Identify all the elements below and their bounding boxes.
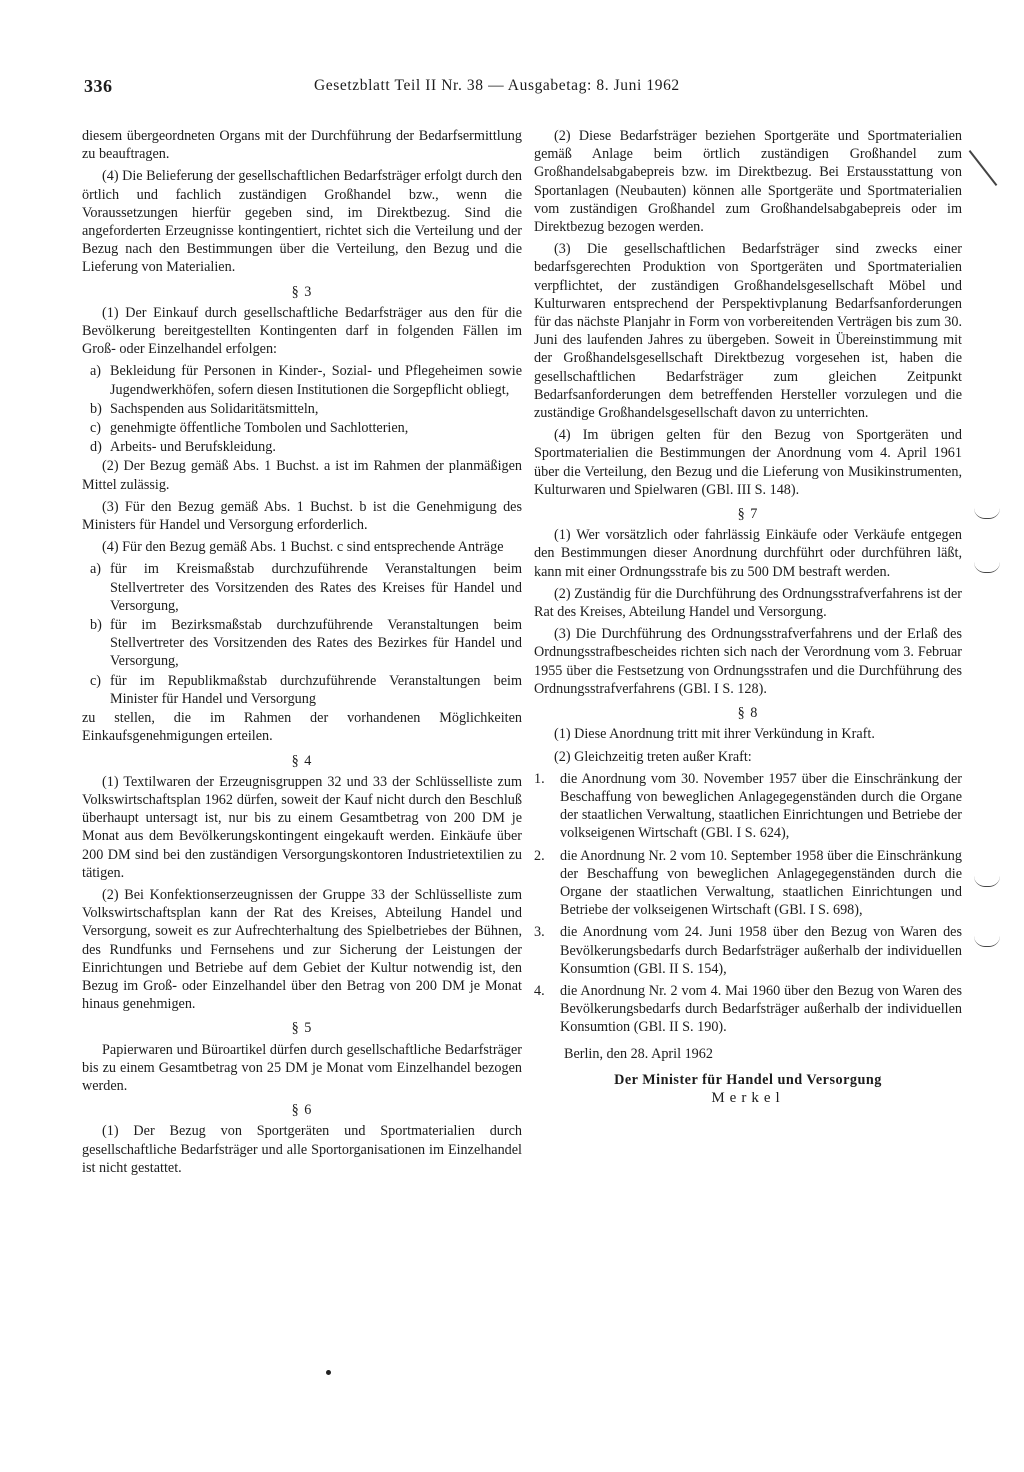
list-item-text: die Anordnung Nr. 2 vom 10. September 1958 über die Einschränkung der Beschaffung von beweglichen Anlagegegenständen durch die Organe der staatlichen Verwaltung, staatlichen Einrichtungen und Betriebe der volkseigenen Wirtschaft (GBl. I S. 698), (560, 847, 962, 919)
list-item (82, 616, 522, 671)
margin-tick-mark (974, 562, 1000, 573)
paragraph: (1) Textilwaren der Erzeugnisgruppen 32 und 33 der Schlüsselliste zum Volkswirtschaftsplan 1962 dürfen, soweit der Kauf nicht durch den Beschluß überhaupt untersagt ist, nur bis zu einem Gesamtbetrag von 200 DM je Monat aus dem Bevölkerungskontingent eingekauft werden. Einkäufe über 200 DM sind bei den zuständigen Versorgungskontoren Industrietextilien zu tätigen. (82, 773, 522, 881)
signatory-title: Der Minister für Handel und Versorgung (614, 1071, 882, 1088)
section-title: § 3 (291, 283, 313, 300)
right-column (534, 127, 962, 1107)
section-title: § 6 (291, 1102, 313, 1119)
list-item (82, 362, 522, 398)
signatory-name: Merkel (711, 1089, 785, 1106)
list-item-label: 4. (534, 982, 545, 999)
paragraph: (3) Die Durchführung des Ordnungsstrafverfahrens und der Erlaß des Ordnungsstrafbescheides richten sich nach der Verordnung vom 3. Februar 1955 über die Festsetzung von Ordnungsstrafen und die Durchführung des Ordnungsstrafverfahrens (GBl. I S. 128). (534, 626, 962, 697)
paragraph: (2) Der Bezug gemäß Abs. 1 Buchst. a ist im Rahmen der planmäßigen Mittel zulässig. (82, 458, 522, 493)
section-title: § 7 (737, 506, 759, 523)
list-item-label: c) (90, 420, 102, 437)
list-item-label: 3. (534, 924, 545, 941)
page-number: 336 (84, 76, 113, 96)
paragraph: (2) Diese Bedarfsträger beziehen Sportgeräte und Sportmaterialien gemäß Anlage beim örtlich zuständigen Großhandel zum Großhandelsabgabepreis bzw. im Direktbezug. Bei Erstausstattung von Sportanlagen (Neubauten) können alle Sportgeräte und Sportmaterialien vom zuständigen Großhandel zum Großhandelsabgabepreis oder im Direktbezug bezogen werden. (534, 128, 962, 236)
list-item-label: b) (90, 400, 102, 417)
list-item (82, 438, 522, 456)
margin-slash-mark (969, 150, 998, 186)
paragraph: (2) Gleichzeitig treten außer Kraft: (554, 748, 752, 765)
margin-tick-mark (974, 876, 1000, 887)
stray-dot-mark (326, 1370, 331, 1375)
list-item-label: 2. (534, 847, 545, 864)
paragraph: diesem übergeordneten Organs mit der Durchführung der Bedarfsermittlung zu beauftragen. (82, 128, 522, 163)
list-item (82, 400, 522, 418)
list-item-text: für im Republikmaßstab durchzuführende Veranstaltungen beim Minister für Handel und Versorgung (110, 672, 522, 707)
list-item-text: die Anordnung vom 30. November 1957 über die Einschränkung der Beschaffung von beweglichen Anlagegegenständen durch die Organe der staatlichen Verwaltung, staatlichen Einrichtungen und Betriebe der volkseigenen Wirtschaft (GBl. I S. 624), (560, 770, 962, 842)
paragraph: Papierwaren und Büroartikel dürfen durch gesellschaftliche Bedarfsträger bis zu einem Gesamtbetrag von 25 DM je Monat vom Einzelhandel bezogen werden. (82, 1041, 522, 1094)
margin-tick-mark (974, 508, 1000, 519)
place-date: Berlin, den 28. April 1962 (564, 1045, 713, 1062)
paragraph: zu stellen, die im Rahmen der vorhandenen Möglichkeiten Einkaufsgenehmigungen erteilen. (82, 710, 522, 745)
list-item (82, 419, 522, 437)
paragraph: (3) Die gesellschaftlichen Bedarfsträger sind zwecks einer bedarfsgerechten Produktion von Sportgeräten und Sportmaterialien verpflichtet, der zuständigen Großhandelsgesellschaft Möbel und Kulturwaren entsprechend der Perspektivplanung Bedarfsanforderungen für das nächste Planjahr in Form von vorbereitenden Verträgen bis zum 30. Juni des laufenden Jahres zu übergeben. Soweit in Übereinstimmung mit der Großhandelsgesellschaft Direktbezug vorgesehen ist, haben die gesellschaftlichen Bedarfsträger zum gleichen Zeitpunkt Bedarfsanforderungen dem betreffenden Hersteller vorzulegen und die zuständige Großhandelsgesellschaft davon zu unterrichten. (534, 241, 962, 422)
paragraph: (3) Für den Bezug gemäß Abs. 1 Buchst. b ist die Genehmigung des Ministers für Handel und Versorgung erforderlich. (82, 498, 522, 534)
list-item-label: b) (90, 617, 102, 634)
list (534, 770, 962, 1037)
list-item-text: die Anordnung vom 24. Juni 1958 über den Bezug von Waren des Bevölkerungsbedarfs durch Bedarfsträger außerhalb der individuellen Konsumtion (GBl. II S. 154), (560, 924, 962, 977)
list (82, 560, 522, 708)
list-item-text: die Anordnung Nr. 2 vom 4. Mai 1960 über den Bezug von Waren des Bevölkerungsbedarfs durch Bedarfsträger außerhalb der individuellen Konsumtion (GBl. II S. 190). (560, 982, 962, 1036)
section-title: § 8 (737, 705, 759, 722)
paragraph: (1) Wer vorsätzlich oder fahrlässig Einkäufe oder Verkäufe entgegen den Bestimmungen dieser Anordnung durchführt oder durchführen läßt, kann mit einer Ordnungsstrafe bis zu 500 DM bestraft werden. (534, 527, 962, 580)
list-item (82, 560, 522, 615)
page-header (84, 76, 964, 100)
list-item-text: für im Kreismaßstab durchzuführende Veranstaltungen beim Stellvertreter des Vorsitzenden des Rates des Kreises für Handel und Versorgung, (110, 561, 522, 614)
paragraph: (4) Im übrigen gelten für den Bezug von Sportgeräten und Sportmaterialien die Bestimmungen der Anordnung vom 4. April 1961 über die Verteilung, den Bezug und die Lieferung von Musikinstrumenten, Kulturwaren und Spielwaren (GBl. III S. 148). (534, 427, 962, 498)
list-item-label: 1. (534, 770, 545, 787)
list-item-text: Sachspenden aus Solidaritätsmitteln, (110, 400, 319, 417)
paragraph: (2) Bei Konfektionserzeugnissen der Gruppe 33 der Schlüsselliste zum Volkswirtschaftsplan kann der Rat des Kreises, Abteilung Handel und Versorgung, soweit es zur Aufrechterhaltung des Spielbetriebes der Bühnen, des Rundfunks und Fernsehens und zur Sicherung der Leistungen der Einrichtungen und Betriebe auf dem Gebiet der Kultur notwendig ist, den Bezug im Groß- oder Einzelhandel über den Betrag von 200 DM je Monat hinaus genehmigen. (82, 886, 522, 1013)
list-item-label: a) (90, 363, 102, 380)
list (82, 362, 522, 456)
running-head: Gesetzblatt Teil II Nr. 38 — Ausgabetag: 8. Juni 1962 (314, 77, 680, 94)
list-item (534, 923, 962, 978)
paragraph: (1) Der Bezug von Sportgeräten und Sportmaterialien durch gesellschaftliche Bedarfsträger und alle Sportorganisationen im Einzelhandel ist nicht gestattet. (82, 1123, 522, 1176)
list-item-label: c) (90, 672, 102, 689)
list-item-text: für im Bezirksmaßstab durchzuführende Veranstaltungen beim Stellvertreter des Vorsitzenden des Rates des Bezirkes für Handel und Versorgung, (110, 617, 522, 670)
list-item (82, 672, 522, 708)
list-item-text: genehmigte öffentliche Tombolen und Sachlotterien, (110, 420, 409, 437)
paragraph: (4) Für den Bezug gemäß Abs. 1 Buchst. c sind entsprechende Anträge (102, 539, 504, 556)
paragraph: (1) Der Einkauf durch gesellschaftliche Bedarfsträger aus den für die Bevölkerung bereitgestellten Kontingenten darf in folgenden Fällen im Groß- oder Einzelhandel erfolgen: (82, 304, 522, 358)
list-item-label: d) (90, 439, 102, 456)
margin-tick-mark (974, 936, 1000, 947)
list-item-text: Arbeits- und Berufskleidung. (110, 439, 276, 456)
list-item (534, 847, 962, 920)
left-column (82, 127, 522, 1181)
section-title: § 4 (291, 752, 313, 769)
paragraph: (2) Zuständig für die Durchführung des Ordnungsstrafverfahrens ist der Rat des Kreises, Abteilung Handel und Versorgung. (534, 585, 962, 621)
list-item (534, 770, 962, 843)
section-title: § 5 (291, 1020, 313, 1037)
paragraph: (4) Die Belieferung der gesellschaftlichen Bedarfsträger erfolgt durch den örtlich und fachlich zuständigen Großhandel bzw., wenn die Voraussetzungen hierfür gegeben sind, im Direktbezug. Sind die angeforderten Erzeugnisse kontingentiert, richtet sich die Verteilung und der Bezug nach den Bestimmungen über die Verteilung, den Bezug und die Lieferung von Materialien. (82, 168, 522, 276)
list-item-text: Bekleidung für Personen in Kinder-, Sozial- und Pflegeheimen sowie Jugendwerkhöfen, sofern diesen Institutionen die Sorgepflicht obliegt, (110, 363, 522, 398)
paragraph: (1) Diese Anordnung tritt mit ihrer Verkündung in Kraft. (554, 726, 875, 743)
list-item (534, 982, 962, 1037)
list-item-label: a) (90, 561, 102, 578)
